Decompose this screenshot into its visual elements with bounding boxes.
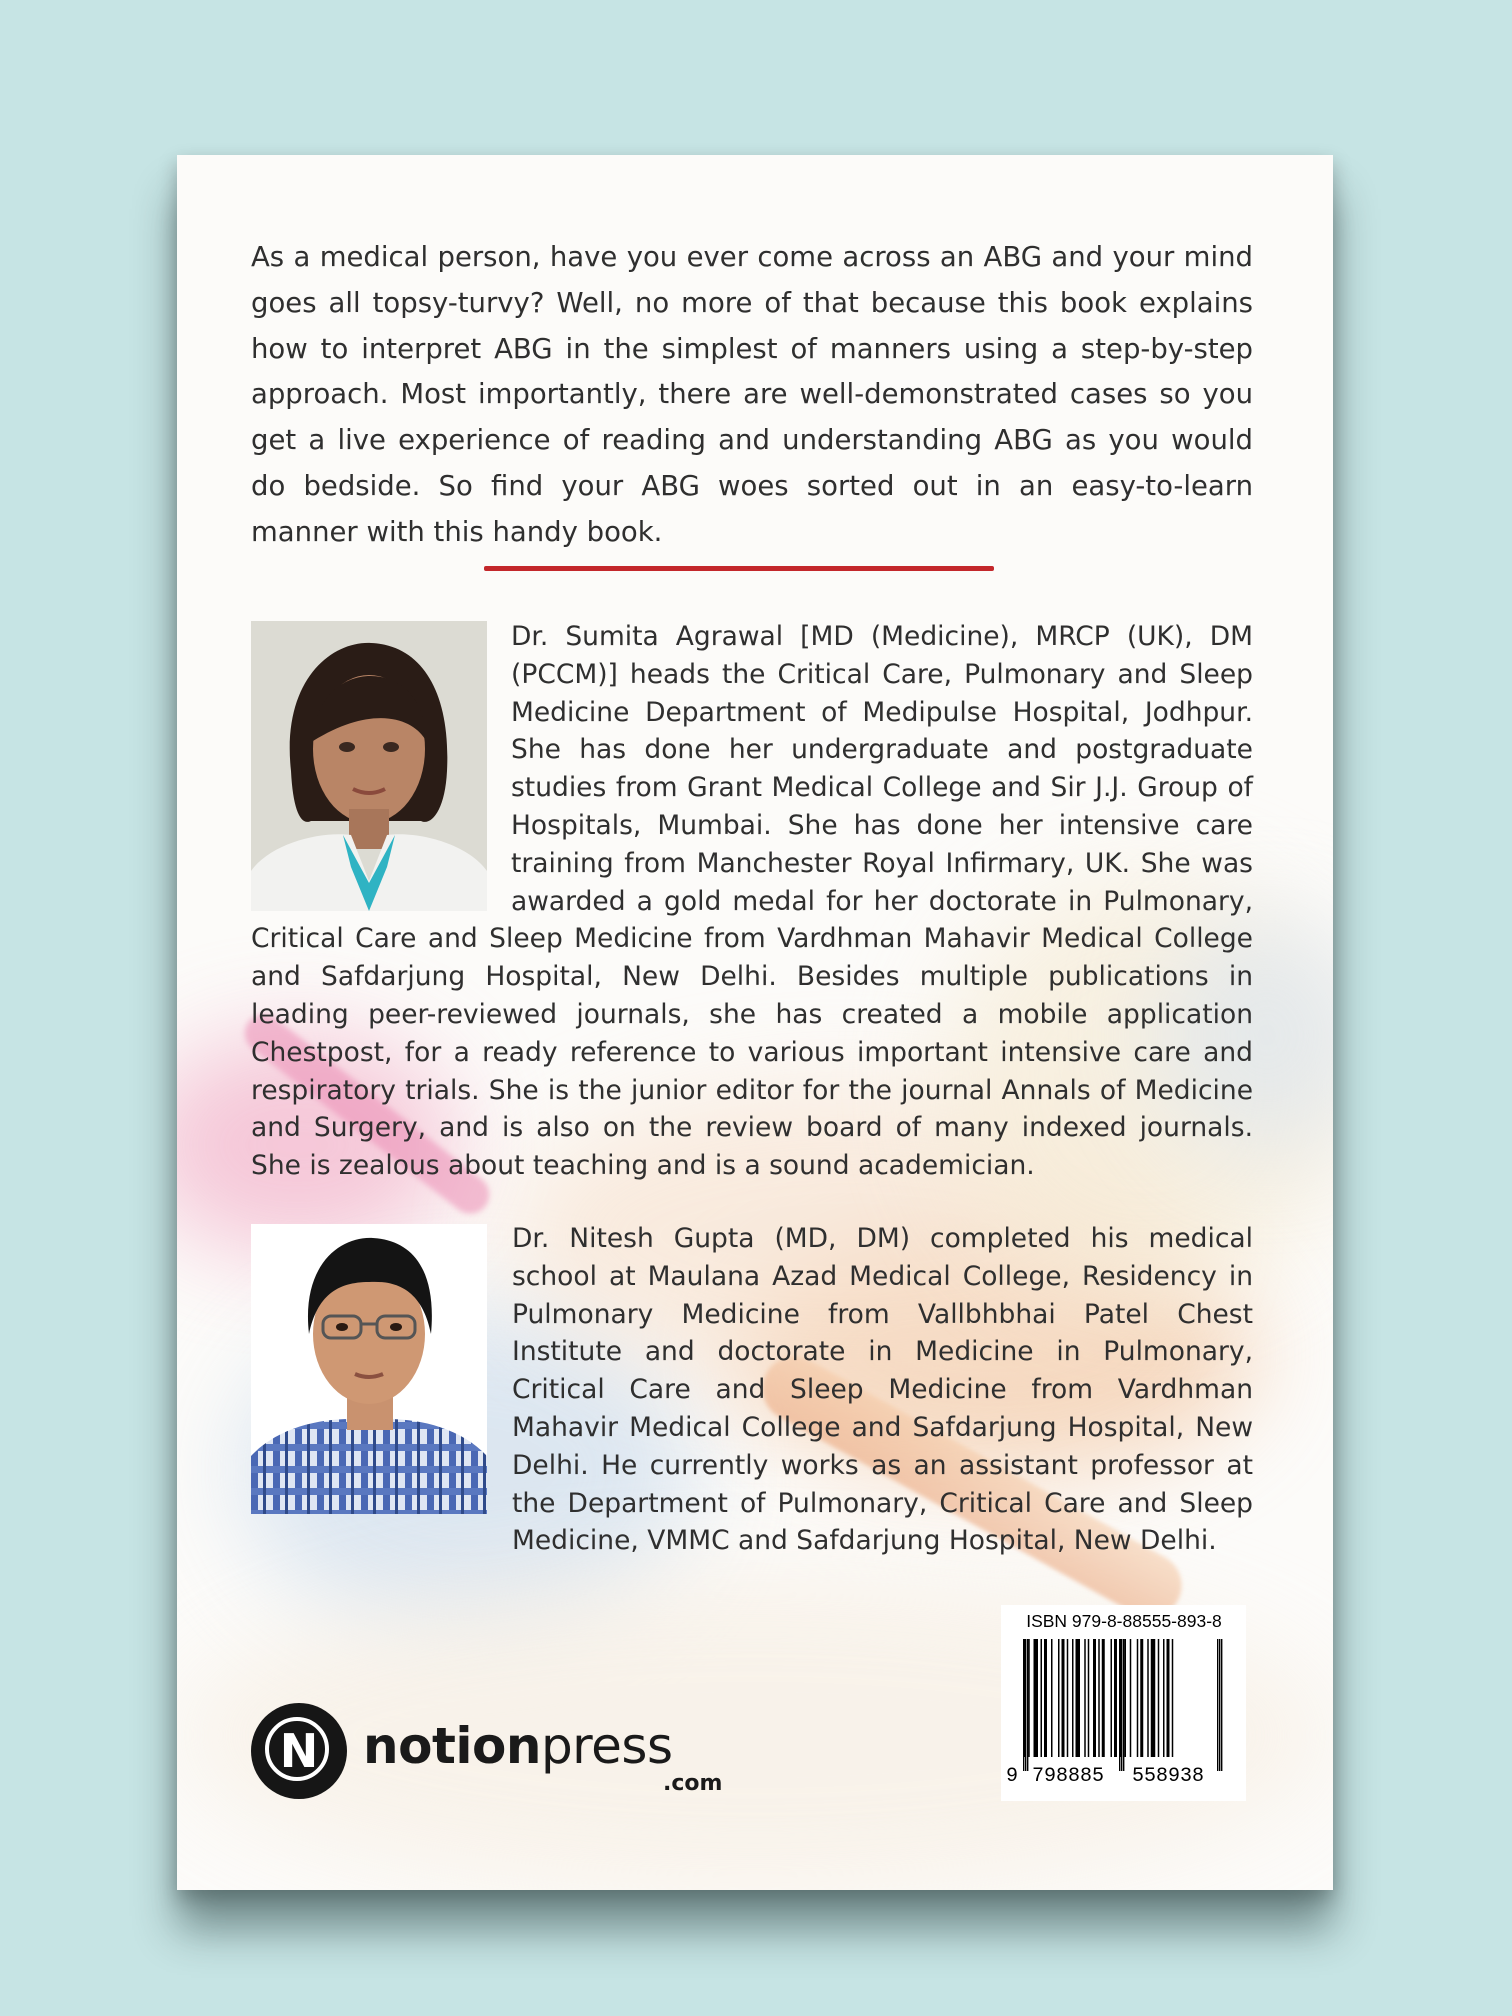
publisher-logo-mark: N [251,1703,347,1799]
isbn-barcode [1001,1605,1246,1801]
barcode-digits: 9 798885 558938 [1001,1765,1246,1789]
barcode-bar [1028,1639,1030,1757]
barcode-bar [1167,1639,1170,1757]
barcode-bar [1140,1639,1143,1757]
author-bio-text: Dr. Sumita Agrawal [MD (Medicine), MRCP (UK), DM (PCCM)] heads the Critical Care, Pulmonary and Sleep Medicine Department of Medipulse Hospital, Jodhpur. She has done her undergraduate and postgraduate studies from Grant Medical College and Sir J.J. Group of Hospitals, Mumbai. She has done her intensive care training from Manchester Royal Infirmary, UK. She was awarded a gold medal for her doctorate in Pulmonary, Critical Care and Sleep Medicine from Vardhman Mahavir Medical College and Safdarjung Hospital, New Delhi. Besides multiple publications in leading peer-reviewed journals, she has created a mobile application Chestpost, for a ready reference to various important intensive care and respiratory trials. She is the junior editor for the journal Annals of Medicine and Surgery, and is also on the review board of many indexed journals. She is zealous about teaching and is a sound academician. [251,621,1253,1182]
barcode-bar [1076,1639,1081,1757]
barcode-bar [1034,1639,1039,1757]
barcode-guard-bar [1217,1639,1218,1771]
barcode-bar [1051,1639,1053,1757]
barcode-bar [1158,1639,1160,1757]
barcode-bar [1084,1639,1086,1757]
photo-spacer [251,618,511,910]
barcode-bar [1062,1639,1065,1757]
barcode-guard-bar [1119,1639,1120,1771]
author-photo [251,1224,487,1514]
isbn-label: ISBN 979-8-88555-893-8 [1026,1611,1222,1631]
publisher-domain: .com [663,1771,723,1796]
publisher-wordmark: notionpress [363,1717,673,1775]
barcode-bar [1098,1639,1100,1757]
barcode-guard-bar [1027,1639,1028,1771]
barcode-guard-bar [1221,1639,1222,1771]
book-back-cover [177,155,1333,1890]
barcode-bar [1125,1639,1127,1757]
barcode-guard-bar [1121,1639,1122,1771]
barcode-guard-bar [1123,1639,1124,1771]
barcode-bar [1102,1639,1105,1757]
barcode-bar [1130,1639,1132,1757]
barcode-guard-bar [1025,1639,1026,1771]
barcode-bar [1072,1639,1074,1757]
author-bio: Dr. Nitesh Gupta (MD, DM) completed his medical school at Maulana Azad Medical College, Residency in Pulmonary Medicine from Vallbhbhai Patel Chest Institute and doctorate in Medicine in Pulmonary, Critical Care and Sleep Medicine from Vardhman Mahavir Medical College and Safdarjung Hospital, New Delhi. He currently works as an assistant professor at the Department of Pulmonary, Critical Care and Sleep Medicine, VMMC and Safdarjung Hospital, New Delhi. [512,1223,1253,1557]
divider [484,566,994,571]
barcode-bar [1147,1639,1149,1757]
barcode-bar [1067,1639,1069,1757]
author-bio [251,618,1253,1185]
book-blurb: As a medical person, have you ever come across an ABG and your mind goes all topsy-turvy? Well, no more of that because this book explains how to interpret ABG in the simplest of manners using a step-by-step approach. Most importantly, there are well-demonstrated cases so you get a live experience of reading and understanding ABG as you would do bedside. So find your ABG woes sorted out in an easy-to-learn manner with this handy book. [251,241,1253,548]
barcode-guard-bar [1023,1639,1024,1771]
barcode-bar [1088,1639,1090,1757]
barcode-bar [1111,1639,1113,1757]
barcode-bars [1023,1639,1223,1775]
barcode-bar [1058,1639,1060,1757]
barcode-bar [1114,1639,1117,1757]
barcode-guard-bar [1219,1639,1220,1771]
barcode-bar [1044,1639,1047,1757]
barcode-bar [1151,1639,1156,1757]
barcode-bar [1137,1639,1139,1757]
barcode-bar [1163,1639,1165,1757]
barcode-bar [1172,1639,1174,1757]
barcode-bar [1093,1639,1096,1757]
barcode-bar [1041,1639,1043,1757]
